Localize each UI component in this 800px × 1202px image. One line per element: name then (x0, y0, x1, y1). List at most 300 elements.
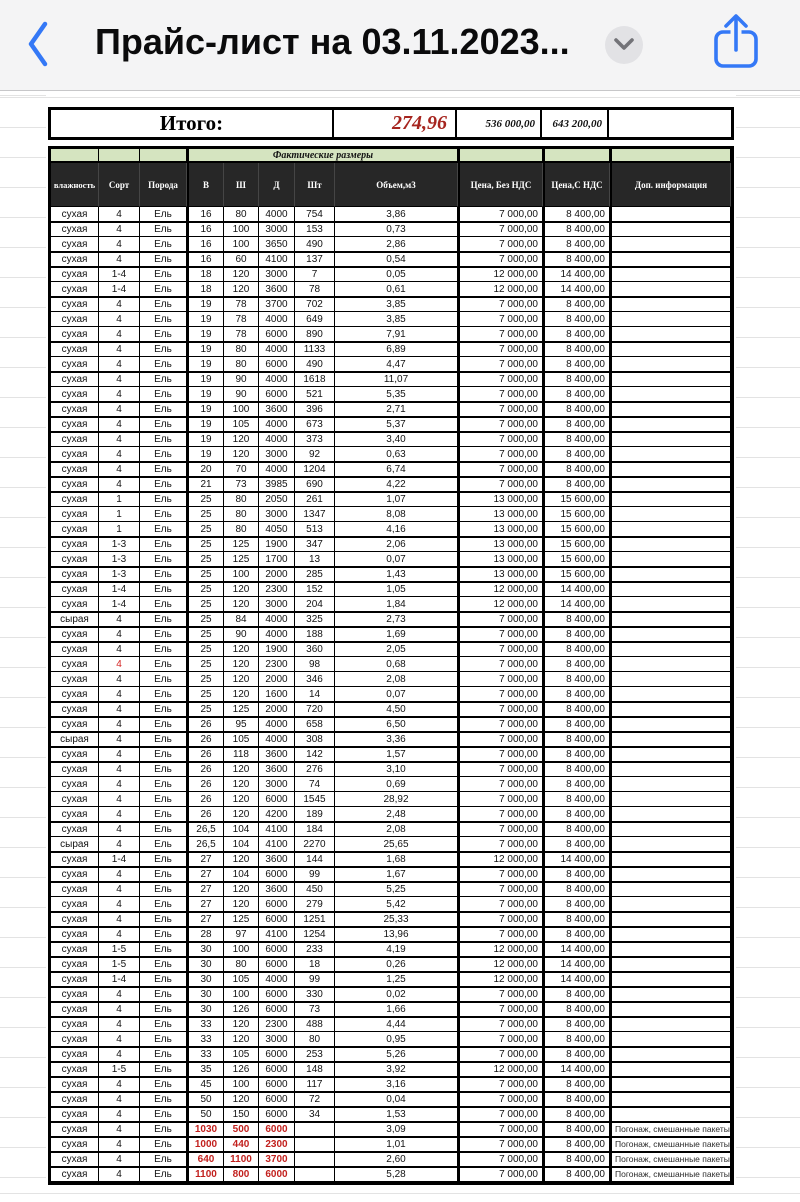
cell-length: 4000 (259, 972, 295, 987)
cell-volume: 4,47 (335, 357, 458, 372)
cell-width: 120 (224, 897, 259, 912)
cell-length: 2300 (259, 1017, 295, 1032)
cell-grade: 4 (99, 807, 140, 822)
cell-height: 25 (187, 612, 224, 627)
cell-length: 6000 (259, 1062, 295, 1077)
cell-volume: 0,02 (335, 987, 458, 1002)
cell-height: 19 (187, 357, 224, 372)
cell-volume: 5,42 (335, 897, 458, 912)
cell-height: 27 (187, 867, 224, 882)
cell-species: Ель (140, 327, 187, 342)
cell-grade: 4 (99, 882, 140, 897)
cell-width: 120 (224, 1092, 259, 1107)
cell-info (610, 822, 731, 837)
cell-volume: 1,01 (335, 1137, 458, 1152)
cell-volume: 4,22 (335, 477, 458, 492)
cell-price-vat: 8 400,00 (543, 777, 610, 792)
cell-info (610, 957, 731, 972)
cell-volume: 6,89 (335, 342, 458, 357)
band-label: Фактические размеры (187, 149, 458, 163)
cell-info (610, 522, 731, 537)
cell-grade: 1-4 (99, 597, 140, 612)
cell-qty: 1618 (295, 372, 335, 387)
cell-width: 120 (224, 597, 259, 612)
cell-humidity: сухая (51, 462, 99, 477)
cell-height: 45 (187, 1077, 224, 1092)
cell-species: Ель (140, 1077, 187, 1092)
cell-qty: 188 (295, 627, 335, 642)
cell-species: Ель (140, 867, 187, 882)
cell-info (610, 552, 731, 567)
cell-price-vat: 8 400,00 (543, 987, 610, 1002)
cell-grade: 4 (99, 252, 140, 267)
cell-width: 120 (224, 447, 259, 462)
cell-info: Погонаж, смешанные пакеты (610, 1122, 731, 1137)
cell-price-no-vat: 7 000,00 (458, 1122, 543, 1137)
cell-info (610, 687, 731, 702)
cell-species: Ель (140, 822, 187, 837)
cell-qty: 325 (295, 612, 335, 627)
cell-price-no-vat: 7 000,00 (458, 1077, 543, 1092)
cell-qty (295, 1122, 335, 1137)
cell-volume: 3,85 (335, 297, 458, 312)
cell-info (610, 1017, 731, 1032)
cell-grade: 4 (99, 732, 140, 747)
cell-length: 4000 (259, 612, 295, 627)
cell-info (610, 777, 731, 792)
title-dropdown-button[interactable] (605, 26, 643, 64)
cell-humidity: сухая (51, 627, 99, 642)
cell-grade: 4 (99, 837, 140, 852)
cell-species: Ель (140, 657, 187, 672)
cell-length: 3600 (259, 882, 295, 897)
band-cell (458, 149, 543, 163)
cell-volume: 1,67 (335, 867, 458, 882)
cell-humidity: сухая (51, 942, 99, 957)
cell-species: Ель (140, 477, 187, 492)
cell-qty: 261 (295, 492, 335, 507)
cell-length: 3000 (259, 447, 295, 462)
cell-length: 3600 (259, 762, 295, 777)
cell-width: 100 (224, 237, 259, 252)
cell-info (610, 597, 731, 612)
band-cell (543, 149, 610, 163)
cell-species: Ель (140, 1167, 187, 1182)
cell-grade: 4 (99, 1152, 140, 1167)
cell-width: 105 (224, 972, 259, 987)
cell-price-vat: 8 400,00 (543, 297, 610, 312)
cell-height: 19 (187, 327, 224, 342)
cell-info (610, 207, 731, 222)
cell-humidity: сухая (51, 207, 99, 222)
cell-qty: 754 (295, 207, 335, 222)
cell-species: Ель (140, 282, 187, 297)
cell-height: 19 (187, 402, 224, 417)
cell-price-vat: 14 400,00 (543, 852, 610, 867)
cell-qty (295, 1137, 335, 1152)
cell-species: Ель (140, 837, 187, 852)
cell-grade: 4 (99, 867, 140, 882)
cell-grade: 1-3 (99, 537, 140, 552)
cell-qty: 13 (295, 552, 335, 567)
cell-length: 4100 (259, 837, 295, 852)
cell-info (610, 702, 731, 717)
cell-species: Ель (140, 1032, 187, 1047)
cell-price-no-vat: 13 000,00 (458, 552, 543, 567)
cell-humidity: сухая (51, 882, 99, 897)
cell-humidity: сухая (51, 447, 99, 462)
cell-species: Ель (140, 687, 187, 702)
cell-info (610, 402, 731, 417)
column-header-height: В (187, 163, 224, 207)
cell-price-vat: 8 400,00 (543, 1137, 610, 1152)
cell-grade: 4 (99, 657, 140, 672)
cell-volume: 25,65 (335, 837, 458, 852)
cell-price-vat: 15 600,00 (543, 552, 610, 567)
cell-species: Ель (140, 402, 187, 417)
cell-info (610, 897, 731, 912)
cell-species: Ель (140, 927, 187, 942)
cell-grade: 4 (99, 1167, 140, 1182)
cell-qty: 2270 (295, 837, 335, 852)
cell-grade: 4 (99, 312, 140, 327)
cell-price-vat: 8 400,00 (543, 477, 610, 492)
cell-price-vat: 15 600,00 (543, 507, 610, 522)
cell-qty: 490 (295, 357, 335, 372)
cell-volume: 3,40 (335, 432, 458, 447)
cell-length: 4000 (259, 417, 295, 432)
cell-qty: 117 (295, 1077, 335, 1092)
cell-grade: 4 (99, 432, 140, 447)
cell-grade: 4 (99, 747, 140, 762)
cell-volume: 1,25 (335, 972, 458, 987)
cell-height: 25 (187, 492, 224, 507)
cell-grade: 4 (99, 627, 140, 642)
cell-length: 3700 (259, 297, 295, 312)
column-header-length: Д (259, 163, 295, 207)
cell-price-vat: 14 400,00 (543, 942, 610, 957)
cell-volume: 6,50 (335, 717, 458, 732)
cell-price-no-vat: 7 000,00 (458, 897, 543, 912)
cell-price-vat: 8 400,00 (543, 657, 610, 672)
cell-qty: 7 (295, 267, 335, 282)
cell-info (610, 357, 731, 372)
cell-qty: 14 (295, 687, 335, 702)
sheet-gridlines-left (0, 90, 46, 1202)
cell-qty: 347 (295, 537, 335, 552)
cell-volume: 0,61 (335, 282, 458, 297)
cell-humidity: сухая (51, 717, 99, 732)
cell-volume: 4,16 (335, 522, 458, 537)
cell-price-vat: 14 400,00 (543, 267, 610, 282)
cell-length: 4100 (259, 927, 295, 942)
cell-qty: 450 (295, 882, 335, 897)
cell-qty: 18 (295, 957, 335, 972)
cell-qty: 72 (295, 1092, 335, 1107)
cell-humidity: сухая (51, 327, 99, 342)
cell-volume: 7,91 (335, 327, 458, 342)
cell-info (610, 222, 731, 237)
cell-grade: 4 (99, 237, 140, 252)
cell-height: 25 (187, 507, 224, 522)
totals-price-vat: 643 200,00 (540, 110, 607, 137)
cell-species: Ель (140, 387, 187, 402)
cell-width: 95 (224, 717, 259, 732)
cell-info (610, 627, 731, 642)
cell-height: 1030 (187, 1122, 224, 1137)
cell-price-vat: 8 400,00 (543, 627, 610, 642)
cell-info (610, 732, 731, 747)
cell-price-no-vat: 7 000,00 (458, 207, 543, 222)
cell-height: 16 (187, 222, 224, 237)
cell-species: Ель (140, 1062, 187, 1077)
cell-info (610, 792, 731, 807)
cell-width: 120 (224, 672, 259, 687)
cell-grade: 4 (99, 462, 140, 477)
cell-price-vat: 8 400,00 (543, 372, 610, 387)
cell-info (610, 342, 731, 357)
cell-price-no-vat: 7 000,00 (458, 1107, 543, 1122)
cell-width: 100 (224, 402, 259, 417)
cell-grade: 1-3 (99, 567, 140, 582)
cell-info (610, 492, 731, 507)
cell-height: 27 (187, 882, 224, 897)
cell-width: 125 (224, 537, 259, 552)
column-header-qty: Шт (295, 163, 335, 207)
cell-price-vat: 8 400,00 (543, 702, 610, 717)
cell-species: Ель (140, 582, 187, 597)
cell-grade: 1 (99, 492, 140, 507)
cell-grade: 1 (99, 522, 140, 537)
cell-price-no-vat: 7 000,00 (458, 372, 543, 387)
cell-qty: 276 (295, 762, 335, 777)
cell-width: 90 (224, 627, 259, 642)
cell-price-no-vat: 7 000,00 (458, 432, 543, 447)
cell-price-no-vat: 7 000,00 (458, 1032, 543, 1047)
cell-info: Погонаж, смешанные пакеты (610, 1137, 731, 1152)
cell-length: 4000 (259, 627, 295, 642)
cell-width: 120 (224, 852, 259, 867)
share-button[interactable] (708, 10, 764, 74)
cell-grade: 4 (99, 717, 140, 732)
cell-grade: 4 (99, 372, 140, 387)
cell-volume: 0,04 (335, 1092, 458, 1107)
cell-grade: 1-5 (99, 942, 140, 957)
cell-info (610, 537, 731, 552)
cell-humidity: сырая (51, 612, 99, 627)
cell-height: 26 (187, 717, 224, 732)
cell-height: 25 (187, 582, 224, 597)
cell-info (610, 612, 731, 627)
cell-price-no-vat: 7 000,00 (458, 747, 543, 762)
cell-volume: 1,07 (335, 492, 458, 507)
cell-grade: 4 (99, 297, 140, 312)
cell-qty: 649 (295, 312, 335, 327)
cell-species: Ель (140, 852, 187, 867)
price-table (48, 146, 734, 1185)
cell-species: Ель (140, 492, 187, 507)
cell-humidity: сухая (51, 867, 99, 882)
cell-grade: 4 (99, 687, 140, 702)
cell-length: 2000 (259, 567, 295, 582)
cell-width: 100 (224, 1077, 259, 1092)
cell-width: 60 (224, 252, 259, 267)
cell-species: Ель (140, 702, 187, 717)
cell-species: Ель (140, 267, 187, 282)
cell-humidity: сухая (51, 702, 99, 717)
cell-height: 1100 (187, 1167, 224, 1182)
cell-price-no-vat: 7 000,00 (458, 657, 543, 672)
cell-grade: 4 (99, 447, 140, 462)
cell-price-no-vat: 7 000,00 (458, 627, 543, 642)
cell-length: 4000 (259, 342, 295, 357)
cell-height: 26 (187, 792, 224, 807)
cell-humidity: сухая (51, 987, 99, 1002)
cell-qty: 1545 (295, 792, 335, 807)
cell-price-no-vat: 7 000,00 (458, 387, 543, 402)
cell-height: 33 (187, 1032, 224, 1047)
cell-length: 4100 (259, 822, 295, 837)
cell-volume: 0,05 (335, 267, 458, 282)
cell-grade: 4 (99, 777, 140, 792)
cell-species: Ель (140, 552, 187, 567)
column-header-info: Доп. информация (610, 163, 731, 207)
cell-humidity: сухая (51, 1122, 99, 1137)
cell-species: Ель (140, 1017, 187, 1032)
cell-info (610, 462, 731, 477)
cell-qty: 658 (295, 717, 335, 732)
cell-info (610, 447, 731, 462)
cell-width: 78 (224, 297, 259, 312)
cell-species: Ель (140, 522, 187, 537)
back-button[interactable] (18, 16, 58, 74)
cell-height: 28 (187, 927, 224, 942)
cell-price-no-vat: 12 000,00 (458, 582, 543, 597)
cell-grade: 4 (99, 1077, 140, 1092)
cell-humidity: сухая (51, 672, 99, 687)
cell-humidity: сухая (51, 222, 99, 237)
cell-volume: 28,92 (335, 792, 458, 807)
cell-species: Ель (140, 1137, 187, 1152)
cell-qty: 98 (295, 657, 335, 672)
cell-length: 3000 (259, 597, 295, 612)
cell-humidity: сухая (51, 387, 99, 402)
cell-info (610, 807, 731, 822)
cell-grade: 1-4 (99, 282, 140, 297)
cell-width: 70 (224, 462, 259, 477)
band-cell (51, 149, 99, 163)
cell-volume: 1,57 (335, 747, 458, 762)
cell-humidity: сухая (51, 477, 99, 492)
cell-species: Ель (140, 942, 187, 957)
cell-humidity: сухая (51, 912, 99, 927)
cell-price-no-vat: 13 000,00 (458, 492, 543, 507)
cell-qty: 204 (295, 597, 335, 612)
chevron-left-icon (26, 21, 50, 70)
cell-info (610, 297, 731, 312)
cell-length: 4000 (259, 717, 295, 732)
cell-grade: 4 (99, 387, 140, 402)
cell-height: 25 (187, 642, 224, 657)
cell-height: 25 (187, 537, 224, 552)
cell-volume: 1,66 (335, 1002, 458, 1017)
cell-volume: 4,44 (335, 1017, 458, 1032)
cell-price-vat: 8 400,00 (543, 237, 610, 252)
sheet-gridline (0, 1193, 800, 1194)
cell-length: 2300 (259, 582, 295, 597)
cell-volume: 3,09 (335, 1122, 458, 1137)
cell-grade: 1 (99, 507, 140, 522)
cell-height: 19 (187, 387, 224, 402)
cell-price-vat: 8 400,00 (543, 927, 610, 942)
cell-length: 1700 (259, 552, 295, 567)
cell-price-vat: 8 400,00 (543, 312, 610, 327)
cell-grade: 4 (99, 357, 140, 372)
cell-volume: 3,92 (335, 1062, 458, 1077)
cell-grade: 4 (99, 402, 140, 417)
cell-price-no-vat: 12 000,00 (458, 957, 543, 972)
cell-qty: 513 (295, 522, 335, 537)
cell-humidity: сухая (51, 342, 99, 357)
cell-humidity: сухая (51, 372, 99, 387)
cell-species: Ель (140, 642, 187, 657)
cell-width: 90 (224, 372, 259, 387)
cell-humidity: сухая (51, 807, 99, 822)
cell-price-no-vat: 7 000,00 (458, 837, 543, 852)
cell-price-no-vat: 7 000,00 (458, 987, 543, 1002)
cell-info (610, 432, 731, 447)
cell-grade: 4 (99, 1122, 140, 1137)
cell-price-vat: 15 600,00 (543, 567, 610, 582)
cell-volume: 2,60 (335, 1152, 458, 1167)
cell-price-no-vat: 12 000,00 (458, 942, 543, 957)
cell-width: 500 (224, 1122, 259, 1137)
cell-species: Ель (140, 912, 187, 927)
cell-grade: 1-4 (99, 852, 140, 867)
cell-qty: 184 (295, 822, 335, 837)
cell-qty: 720 (295, 702, 335, 717)
cell-qty: 702 (295, 297, 335, 312)
cell-height: 30 (187, 957, 224, 972)
cell-species: Ель (140, 237, 187, 252)
cell-qty: 189 (295, 807, 335, 822)
cell-volume: 5,37 (335, 417, 458, 432)
cell-price-no-vat: 12 000,00 (458, 1062, 543, 1077)
cell-grade: 4 (99, 762, 140, 777)
cell-info (610, 282, 731, 297)
cell-humidity: сухая (51, 432, 99, 447)
cell-info (610, 657, 731, 672)
cell-grade: 4 (99, 987, 140, 1002)
cell-volume: 0,63 (335, 447, 458, 462)
cell-width: 440 (224, 1137, 259, 1152)
cell-height: 26 (187, 762, 224, 777)
cell-length: 6000 (259, 912, 295, 927)
cell-width: 80 (224, 342, 259, 357)
cell-length: 3600 (259, 747, 295, 762)
cell-grade: 4 (99, 927, 140, 942)
cell-height: 21 (187, 477, 224, 492)
totals-label: Итого: (159, 111, 224, 135)
cell-species: Ель (140, 897, 187, 912)
sheet-gridlines-right (736, 90, 800, 1202)
cell-price-no-vat: 7 000,00 (458, 237, 543, 252)
cell-width: 150 (224, 1107, 259, 1122)
cell-height: 19 (187, 372, 224, 387)
cell-grade: 1-4 (99, 972, 140, 987)
cell-species: Ель (140, 717, 187, 732)
cell-length: 4200 (259, 807, 295, 822)
